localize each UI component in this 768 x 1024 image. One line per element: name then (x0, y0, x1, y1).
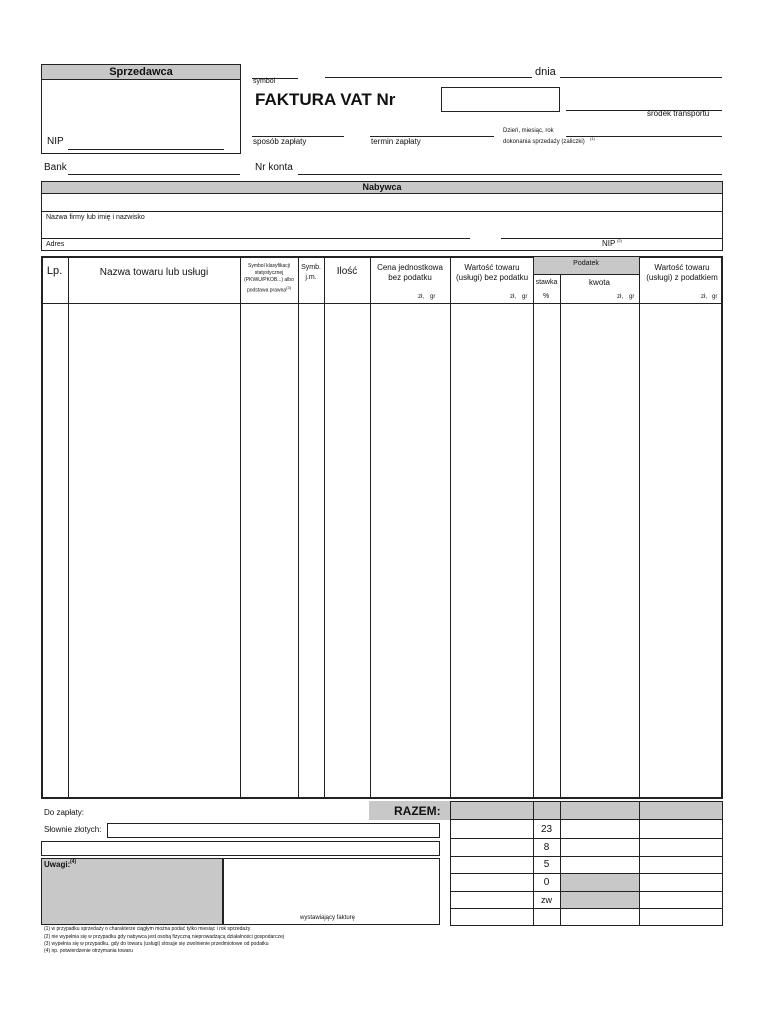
unit-pct: % (543, 293, 550, 300)
sale-date-label-2: dokonania sprzedaży (zaliczki) (503, 139, 585, 145)
payment-method-label: sposób zapłaty (253, 137, 307, 146)
rate-8: 8 (543, 842, 550, 853)
row-line (450, 838, 723, 839)
rate-0: 0 (543, 877, 550, 888)
uwagi-label: Uwagi: (44, 860, 71, 869)
col-net: Wartość towaru (usługi) bez podatku (455, 263, 529, 282)
seller-title: Sprzedawca (109, 66, 173, 78)
col-line (68, 256, 69, 799)
col-line (560, 801, 561, 926)
buyer-name-field[interactable] (42, 238, 470, 239)
unit-zl: zł, (418, 294, 424, 300)
razem-label: RAZEM: (394, 804, 441, 818)
rate-5: 5 (543, 859, 550, 870)
rate-zw: zw (541, 895, 552, 905)
unit-gr: gr (430, 294, 436, 300)
col-line (298, 256, 299, 799)
row-line (450, 891, 723, 892)
buyer-title: Nabywca (362, 182, 402, 192)
col-line (533, 256, 534, 799)
invoice-title: FAKTURA VAT Nr (255, 90, 396, 109)
bank-field[interactable] (68, 174, 240, 175)
col-line (370, 256, 371, 799)
unit-gr: gr (522, 294, 528, 300)
seller-nip-field[interactable] (68, 149, 224, 150)
place-field[interactable] (325, 77, 532, 78)
summary-header-bg (451, 802, 722, 819)
summary-cell-gray (561, 874, 639, 891)
buyer-name-line-top (42, 211, 722, 212)
col-price: Cena jednostkowa bez podatku (377, 263, 443, 282)
unit-zl: zł, (617, 294, 623, 300)
unit-zl: zł, (701, 294, 707, 300)
bank-label: Bank (44, 162, 67, 173)
col-lp: Lp. (46, 265, 63, 277)
col-line (450, 256, 451, 799)
payment-term-label: termin zapłaty (371, 137, 421, 146)
buyer-nip-sup: (2) (617, 238, 622, 243)
col-unit-1: Symb. (301, 264, 321, 271)
row-line (450, 873, 723, 874)
col-line (639, 801, 640, 926)
table-header-line (41, 303, 723, 304)
dnia-label: dnia (535, 66, 556, 78)
buyer-box (41, 181, 723, 251)
col-tax: Podatek (573, 260, 599, 267)
wystawiajacy-label: wystawiający fakturę (300, 915, 356, 921)
unit-gr: gr (629, 294, 635, 300)
col-name: Nazwa towaru lub usługi (99, 267, 209, 278)
col-unit-2: j.m. (305, 274, 317, 281)
row-line (450, 819, 723, 820)
do-zaplaty-label: Do zapłaty: (44, 808, 85, 817)
buyer-nip-label: NIP (602, 239, 616, 248)
footnote-3: (3) wypełnia się w przypadku, gdy do towaru (usługi) stosuje się zwolnienie przedmiotowe od podatku (44, 941, 269, 947)
sale-date-sup: (1) (590, 136, 595, 141)
col-gross: Wartość towaru (usługi) z podatkiem (646, 263, 718, 282)
unit-gr: gr (712, 294, 718, 300)
footnote-2: (2) nie wypełnia się w przypadku gdy nabywca jest osobą fizyczną nieprowadzącą działalności gospodarczej (44, 934, 284, 940)
col-line (240, 256, 241, 799)
seller-nip-label: NIP (47, 136, 64, 147)
invoice-number-field[interactable] (441, 87, 560, 112)
unit-zl: zł, (510, 294, 516, 300)
footnote-4: (4) np. potwierdzenie otrzymania towaru (44, 948, 133, 954)
footnote-1: (1) w przypadku sprzedaży o charakterze ciągłym można podać tylko miesiąc i rok sprzedaży (44, 926, 251, 932)
col-line (639, 256, 640, 799)
col-line (324, 256, 325, 799)
col-symbol: Symbol klasyfikacji statystycznej (PKWiU/PKOB...) albo podstawa prawna$^{(3)}$ (244, 263, 294, 294)
uwagi-sup: (4) (70, 859, 77, 865)
sale-date-field[interactable] (566, 136, 722, 137)
buyer-name-label: Nazwa firmy lub imię i nazwisko (46, 214, 145, 221)
summary-cell-gray (561, 892, 639, 908)
account-label: Nr konta (255, 162, 293, 173)
date-field[interactable] (560, 77, 722, 78)
seller-box (41, 64, 241, 154)
col-rate: stawka (535, 279, 558, 286)
account-field[interactable] (298, 174, 722, 175)
row-line (450, 856, 723, 857)
slownie-field[interactable] (107, 823, 440, 838)
buyer-address-label: Adres (46, 241, 65, 248)
col-qty: Ilość (336, 266, 358, 277)
col-line (560, 274, 561, 799)
sale-date-label-1: Dzień, miesiąc, rok (503, 128, 554, 134)
col-amount: kwota (589, 278, 610, 287)
transport-label: środek transportu (647, 109, 710, 118)
tax-header-line (533, 274, 639, 275)
slownie-label: Słownie złotych: (44, 825, 102, 834)
rate-23: 23 (540, 824, 553, 835)
row-line (450, 908, 723, 909)
slownie-field-2[interactable] (41, 841, 440, 856)
symbol-label: symbol (253, 78, 276, 85)
items-table (41, 256, 723, 799)
